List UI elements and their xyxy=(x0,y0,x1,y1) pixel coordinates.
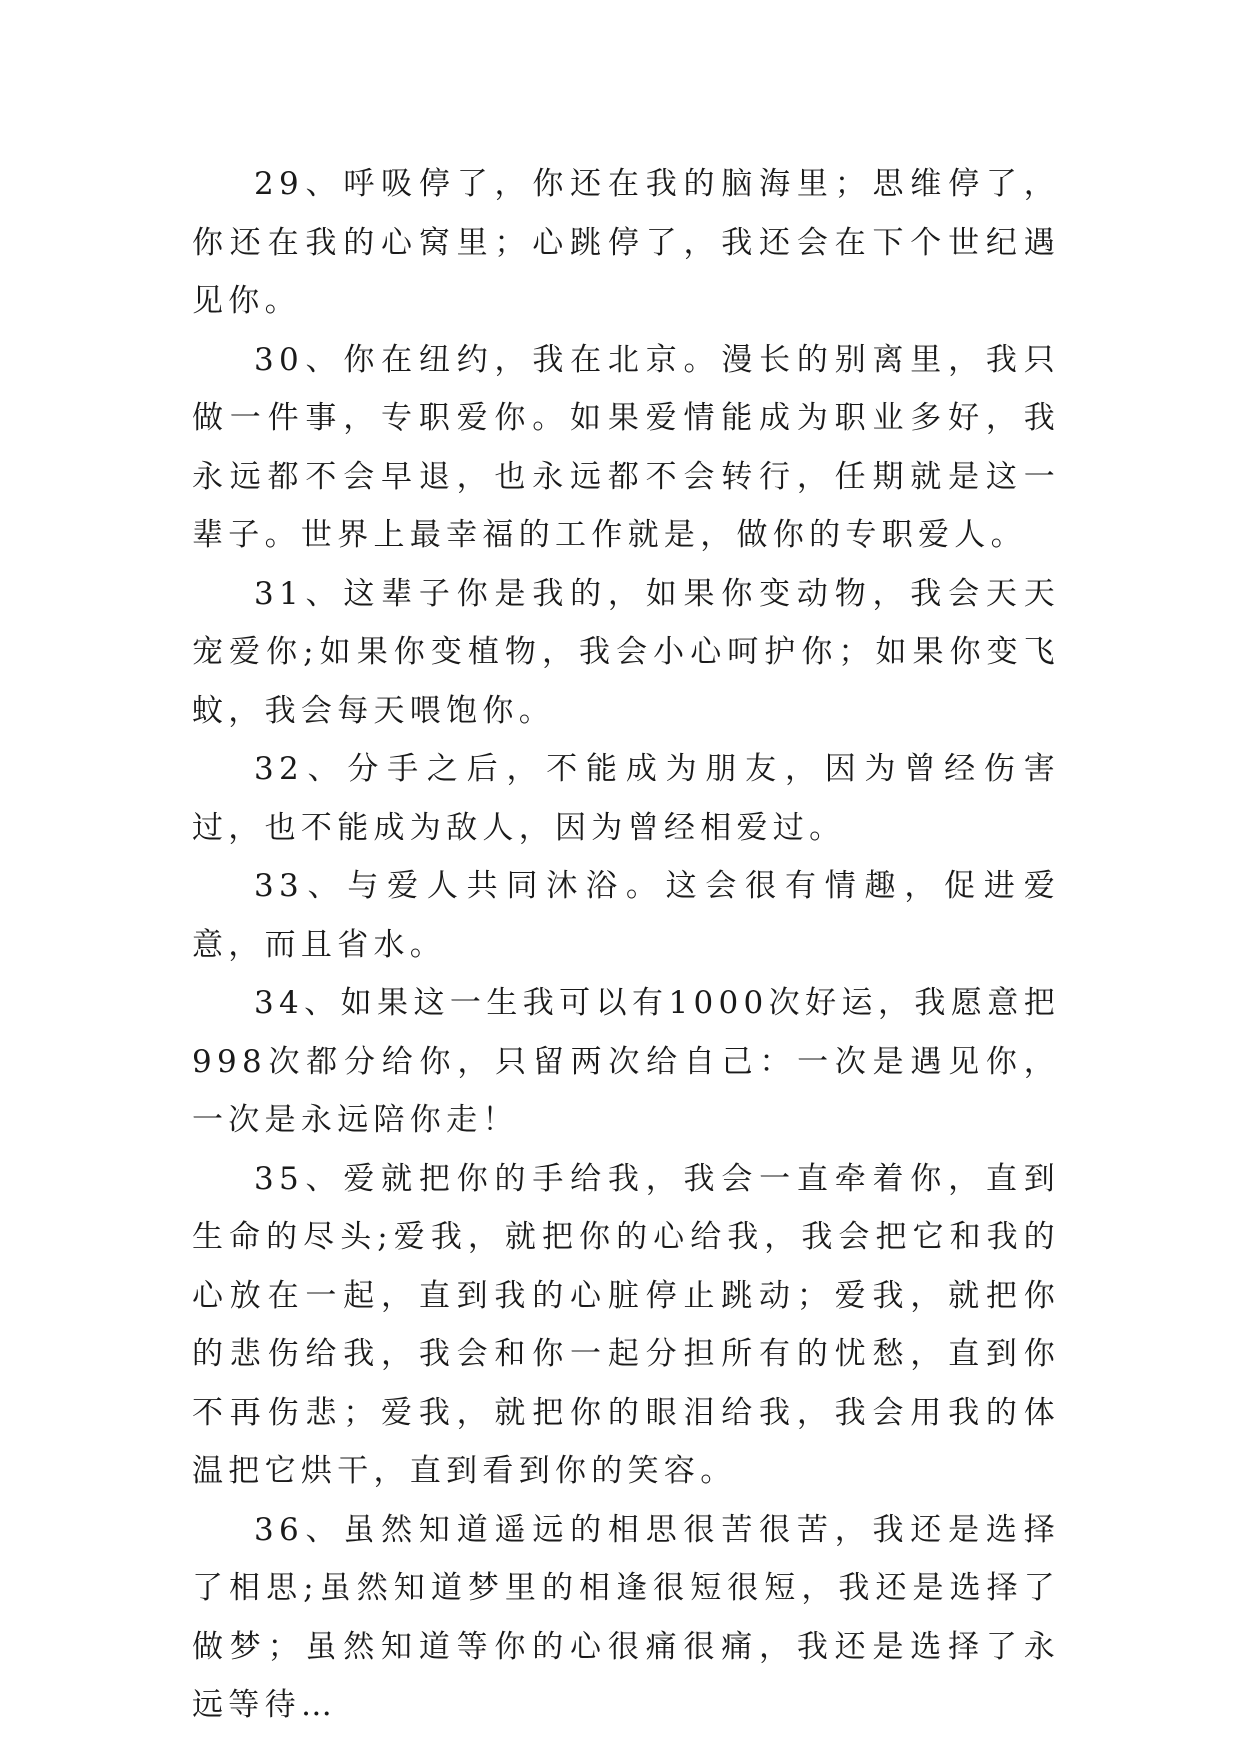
paragraph-33: 33、与爱人共同沐浴。这会很有情趣，促进爱意，而且省水。 xyxy=(192,868,1060,963)
paragraph-32: 32、分手之后，不能成为朋友，因为曾经伤害过，也不能成为敌人，因为曾经相爱过。 xyxy=(192,751,1060,846)
paragraph-36: 36、虽然知道遥远的相思很苦很苦，我还是选择了相思;虽然知道梦里的相逢很短很短，我还是选择了做梦；虽然知道等你的心很痛很痛，我还是选择了永远等待… xyxy=(192,1511,1060,1723)
paragraph-35: 35、爱就把你的手给我，我会一直牵着你，直到生命的尽头;爱我，就把你的心给我，我会把它和我的心放在一起，直到我的心脏停止跳动；爱我，就把你的悲伤给我，我会和你一起分担所有的忧愁，直到你不再伤悲；爱我，就把你的眼泪给我，我会用我的体温把它烘干，直到看到你的笑容。 xyxy=(192,1160,1060,1489)
document-body xyxy=(192,155,1060,1735)
paragraph-34: 34、如果这一生我可以有1000次好运，我愿意把998次都分给你，只留两次给自己：一次是遇见你，一次是永远陪你走！ xyxy=(192,985,1060,1138)
paragraph-29: 29、呼吸停了，你还在我的脑海里；思维停了，你还在我的心窝里；心跳停了，我还会在下个世纪遇见你。 xyxy=(192,166,1060,319)
paragraph-30: 30、你在纽约，我在北京。漫长的别离里，我只做一件事，专职爱你。如果爱情能成为职业多好，我永远都不会早退，也永远都不会转行，任期就是这一辈子。世界上最幸福的工作就是，做你的专职爱人。 xyxy=(192,341,1060,553)
paragraph-31: 31、这辈子你是我的，如果你变动物，我会天天宠爱你;如果你变植物，我会小心呵护你；如果你变飞蚊，我会每天喂饱你。 xyxy=(192,575,1060,729)
